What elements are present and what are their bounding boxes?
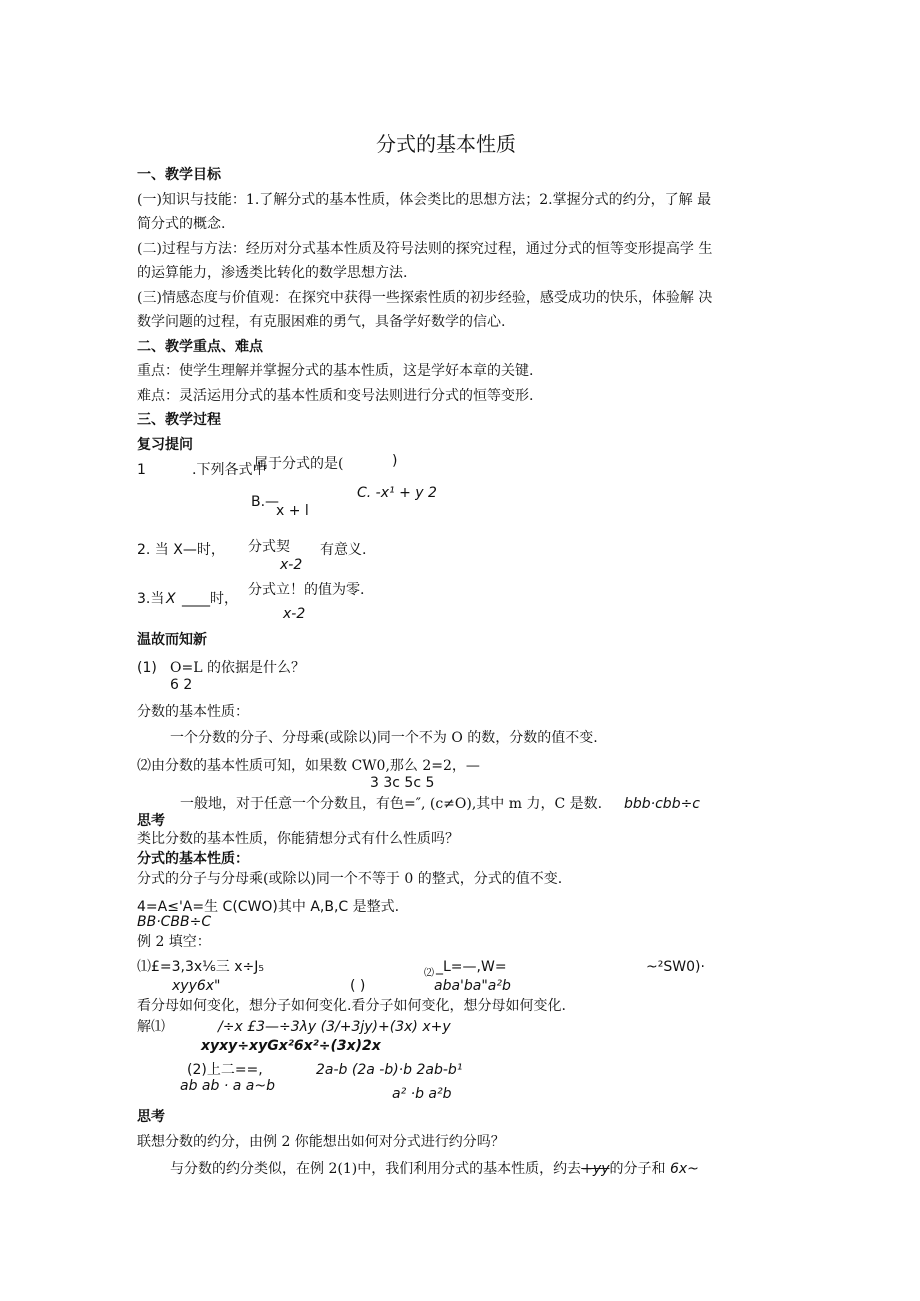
q3-left-a: 3.当 (137, 591, 165, 607)
w1-subscript: 6 2 (170, 677, 193, 693)
solution-part2-right: 2a-b (2a -b)·b 2ab-b¹ (316, 1062, 463, 1078)
paragraph-knowledge-line1: (一)知识与技能：1.了解分式的基本性质，体会类比的思想方法；2.掌握分式的约分，了解 最 (137, 192, 712, 208)
last-line-tail: 6x~ (669, 1161, 699, 1177)
q3-middle: 分式立！的值为零. (248, 582, 365, 598)
property-text: 分式的分子与分母乘(或除以)同一个不等于 0 的整式，分式的值不变. (137, 871, 563, 887)
subheading-think-2: 思考 (137, 1109, 165, 1125)
think-text: 类比分数的基本性质，你能猜想分式有什么性质吗？ (137, 831, 459, 847)
paragraph-knowledge-line2: 简分式的概念. (137, 216, 226, 232)
w1-number: (1) (137, 660, 157, 676)
subheading-review: 复习提问 (137, 437, 193, 453)
w2-subscript: 3 3c 5c 5 (370, 775, 435, 791)
solution-subscript-left: ab ab · a a~b (180, 1078, 275, 1094)
w1-text: O=L 的依据是什么？ (170, 660, 305, 676)
example2-part2: _L=—,W= (436, 959, 507, 975)
last-line-strike: +yy (581, 1161, 610, 1177)
solution-label: 解⑴ (137, 1019, 165, 1035)
last-line-mid: 的分子和 (609, 1161, 666, 1177)
q3-left-x: X (166, 591, 176, 607)
general-tail: bbb·cbb÷c (624, 796, 701, 812)
section-heading-key-points: 二、教学重点、难点 (137, 339, 263, 355)
section-heading-process: 三、教学过程 (137, 412, 221, 428)
page-title: 分式的基本性质 (376, 132, 516, 156)
q2-denominator: x-2 (280, 557, 303, 573)
fraction-property-label: 分数的基本性质： (137, 704, 249, 720)
example2-subscript2: aba'ba"a²b (434, 978, 511, 994)
example2-hint: 看分母如何变化，想分子如何变化.看分子如何变化，想分母如何变化. (137, 998, 566, 1014)
section-heading-goals: 一、教学目标 (137, 167, 221, 183)
general-text: 一般地，对于任意一个分数且，有色=″, (c≠O),其中 m 力，C 是数. (180, 796, 603, 812)
solution-subscript-right: a² ·b a²b (392, 1086, 452, 1102)
subheading-property: 分式的基本性质： (137, 851, 249, 867)
q2-right: 有意义. (320, 542, 367, 558)
last-line (170, 1160, 699, 1178)
q2-left: 2. 当 X—时， (137, 542, 225, 558)
paragraph-emotion-line1: (三)情感态度与价值观：在探究中获得一些探索性质的初步经验，感受成功的快乐，体验解 决 (137, 290, 713, 306)
paragraph-process-line1: (二)过程与方法：经历对分式基本性质及符号法则的探究过程，通过分式的恒等变形提高学 生 (137, 241, 713, 257)
example2-part3: ~²SW0)· (646, 959, 705, 975)
q3-left-b: ____时， (182, 591, 238, 607)
example2-subscript1: xyy6x" (172, 978, 221, 994)
q1-number: 1 (137, 462, 146, 478)
subheading-think: 思考 (137, 813, 165, 829)
formula-subscript: BB·CBB÷C (137, 914, 212, 930)
formula-line: 4=A≤'A=生 C(CWO)其中 A,B,C 是整式. (137, 899, 400, 915)
q3-denominator: x-2 (283, 606, 306, 622)
example2-part1: ⑴£=3,3x⅙三 x÷J₅ (137, 959, 264, 975)
paragraph-key-point: 重点：使学生理解并掌握分式的基本性质，这是学好本章的关键. (137, 363, 534, 379)
q1-text: .下列各式中 (192, 462, 267, 478)
example2-paren: ( ) (350, 978, 366, 994)
q1-option-c: C. -x¹ + y 2 (357, 485, 437, 501)
paragraph-process-line2: 的运算能力，渗透类比转化的数学思想方法. (137, 265, 408, 281)
fraction-property-text: 一个分数的分子、分母乘(或除以)同一个不为 O 的数，分数的值不变. (170, 730, 598, 746)
example2-label: 例 2 填空： (137, 934, 211, 950)
q1-option-b-denominator: x + l (276, 503, 309, 519)
q1-paren: ) (392, 453, 398, 469)
solution-line1: /÷x £3—÷3λy (3/+3jy)+(3x) x+y (218, 1019, 451, 1035)
last-line-text: 与分数的约分类似，在例 2(1)中，我们利用分式的基本性质，约去 (170, 1161, 582, 1177)
paragraph-emotion-line2: 数学问题的过程，有克服困难的勇气，具备学好数学的信心. (137, 314, 506, 330)
paragraph-difficulty: 难点：灵活运用分式的基本性质和变号法则进行分式的恒等变形. (137, 388, 534, 404)
w2-text: ⑵由分数的基本性质可知，如果数 CW0,那么 2=2，— (137, 758, 480, 774)
q1-text-overlap: 属于分式的是( (254, 456, 344, 472)
subheading-warm-review: 温故而知新 (137, 632, 207, 648)
example2-part2-prefix: ⑵ (424, 968, 434, 979)
solution-line2: xyxy÷xyGx²6x²÷(3x)2x (201, 1038, 381, 1054)
q2-middle: 分式契 (248, 539, 290, 555)
solution-part2: (2)上二==, (187, 1062, 263, 1078)
think2-text: 联想分数的约分，由例 2 你能想出如何对分式进行约分吗？ (137, 1134, 505, 1150)
q1-option-b: B.— (251, 494, 280, 510)
